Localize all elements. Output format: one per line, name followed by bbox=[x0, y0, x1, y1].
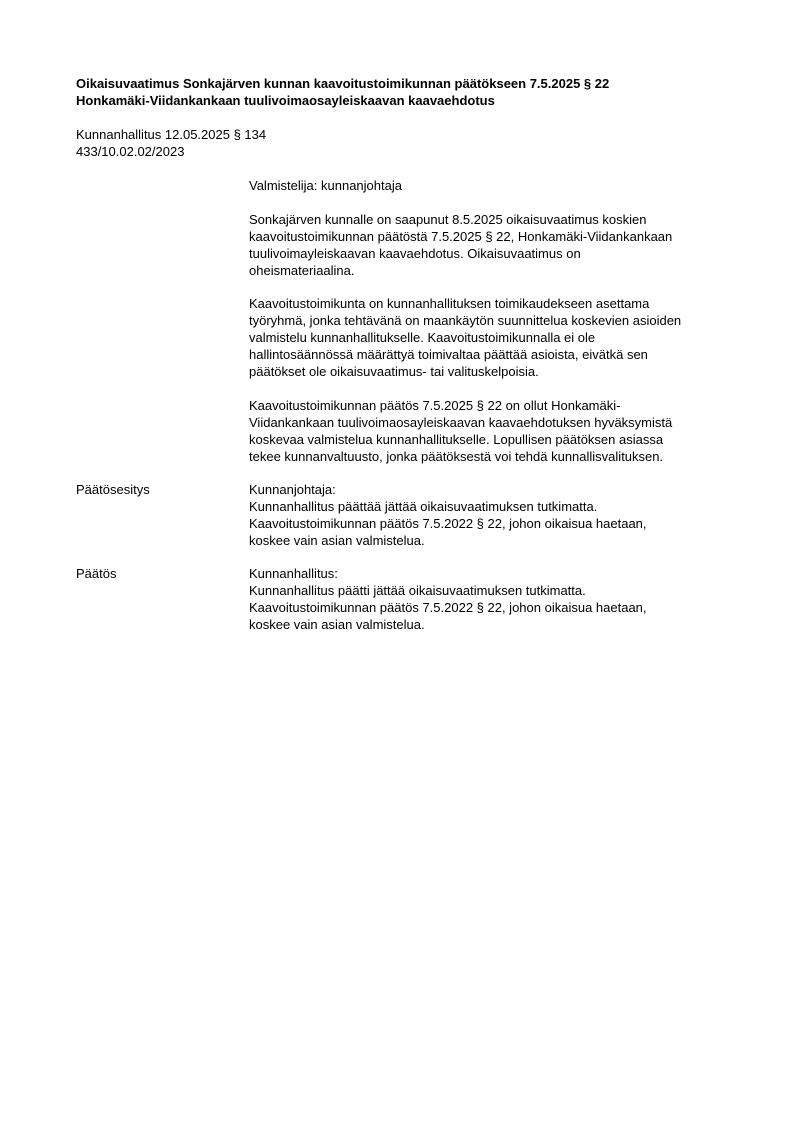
proposal-block bbox=[249, 481, 749, 549]
paragraph-line: koskevaa valmistelua kunnanhallitukselle. Lopullisen päätöksen asiassa bbox=[249, 432, 664, 447]
decision-line: Kaavoitustoimikunnan päätös 7.5.2022 § 22, johon oikaisua haetaan, bbox=[249, 600, 647, 615]
preparer-line: Valmistelija: kunnanjohtaja bbox=[249, 178, 402, 193]
paragraph-1 bbox=[249, 211, 749, 279]
record-number: 433/10.02.02/2023 bbox=[76, 144, 185, 159]
decision-line: Kunnanhallitus päätti jättää oikaisuvaatimuksen tutkimatta. bbox=[249, 583, 586, 598]
paragraph-line: hallintosäännössä määrättyä toimivaltaa päättää asioista, eivätkä sen bbox=[249, 347, 648, 362]
proposal-line: Kunnanjohtaja: bbox=[249, 482, 336, 497]
paragraph-line: Sonkajärven kunnalle on saapunut 8.5.2025 oikaisuvaatimus koskien bbox=[249, 212, 647, 227]
meeting-reference: Kunnanhallitus 12.05.2025 § 134 bbox=[76, 127, 267, 142]
decision-block bbox=[249, 565, 749, 633]
paragraph-line: Kaavoitustoimikunta on kunnanhallituksen toimikaudekseen asettama bbox=[249, 296, 650, 311]
proposal-label: Päätösesitys bbox=[76, 482, 150, 497]
paragraph-2 bbox=[249, 295, 749, 380]
preparer-block bbox=[249, 177, 749, 194]
paragraph-line: tekee kunnanvaltuusto, jonka päätöksestä voi tehdä kunnallisvalituksen. bbox=[249, 449, 664, 464]
paragraph-line: oheismateriaalina. bbox=[249, 263, 355, 278]
decision-label: Päätös bbox=[76, 566, 117, 581]
paragraph-line: työryhmä, jonka tehtävänä on maankäytön suunnittelua koskevien asioiden bbox=[249, 313, 682, 328]
decision-line: Kunnanhallitus: bbox=[249, 566, 338, 581]
proposal-line: Kunnanhallitus päättää jättää oikaisuvaatimuksen tutkimatta. bbox=[249, 499, 598, 514]
document-title bbox=[76, 75, 736, 109]
title-line-2: Honkamäki-Viidankankaan tuulivoimaosayleiskaavan kaavaehdotus bbox=[76, 93, 495, 108]
title-line-1: Oikaisuvaatimus Sonkajärven kunnan kaavoitustoimikunnan päätökseen 7.5.2025 § 22 bbox=[76, 76, 610, 91]
paragraph-line: päätökset ole oikaisuvaatimus- tai valituskelpoisia. bbox=[249, 364, 539, 379]
paragraph-line: Viidankankaan tuulivoimaosayleiskaavan kaavaehdotuksen hyväksymistä bbox=[249, 415, 673, 430]
decision-line: koskee vain asian valmistelua. bbox=[249, 617, 425, 632]
paragraph-line: Kaavoitustoimikunnan päätös 7.5.2025 § 22 on ollut Honkamäki- bbox=[249, 398, 621, 413]
paragraph-line: kaavoitustoimikunnan päätöstä 7.5.2025 § 22, Honkamäki-Viidankankaan bbox=[249, 229, 673, 244]
paragraph-line: tuulivoimayleiskaavan kaavaehdotus. Oikaisuvaatimus on bbox=[249, 246, 581, 261]
document-meta bbox=[76, 126, 476, 160]
proposal-line: Kaavoitustoimikunnan päätös 7.5.2022 § 22, johon oikaisua haetaan, bbox=[249, 516, 647, 531]
proposal-line: koskee vain asian valmistelua. bbox=[249, 533, 425, 548]
paragraph-line: valmistelu kunnanhallitukselle. Kaavoitustoimikunnalla ei ole bbox=[249, 330, 596, 345]
paragraph-3 bbox=[249, 397, 749, 465]
